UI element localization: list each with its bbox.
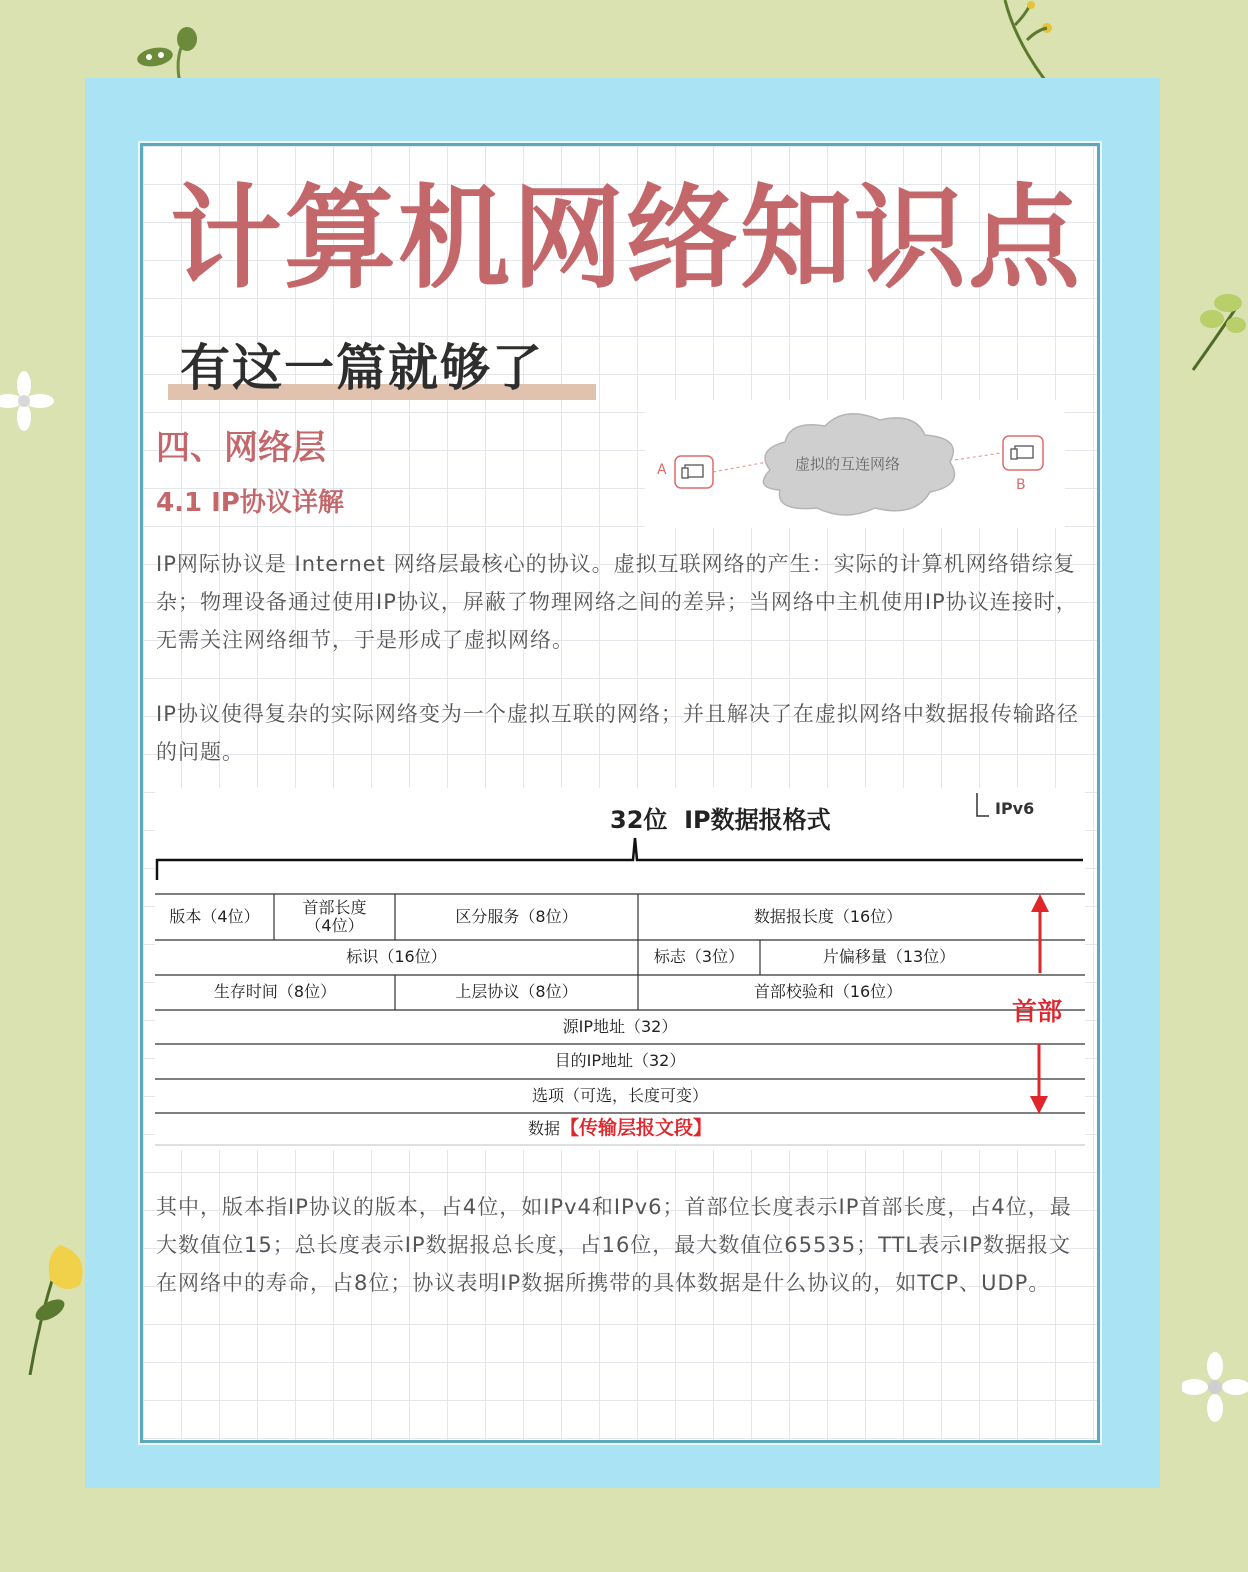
bellflower-decoration [20,1235,90,1375]
ip-figure-title: 32位 IP数据报格式 [610,806,831,834]
subsection-title: 4.1 IP协议详解 [156,488,344,518]
subtitle: 有这一篇就够了 [180,339,544,397]
subtitle-block [168,338,544,398]
ipv6-label: IPv6 [995,799,1035,818]
paragraph-ip-virtual: IP协议使得复杂的实际网络变为一个虚拟互联的网络；并且解决了在虚拟网络中数据报传输路径的问题。 [156,702,1079,764]
field-total-length: 数据报长度（16位） [753,906,903,926]
host-b-label: B [1016,477,1026,493]
field-header-length [274,894,395,940]
host-b-icon [1003,436,1043,470]
host-a-icon [675,456,713,488]
field-checksum: 首部校验和（16位） [753,982,903,1002]
paragraph-field-explanation: 其中，版本指IP协议的版本，占4位，如IPv4和IPv6；首部位长度表示IP首部长度，占4位，最大数值位15；总长度表示IP数据报总长度，占16位，最大数值位65535；TTL表示IP数据报文在网络中的寿命，占8位；协议表明IP数据所携带的具体数据是什么协议的，如TCP、UDP。 [156,1195,1072,1295]
field-header-length-line2: （4位） [305,916,364,935]
field-data [155,1113,1085,1145]
field-identification: 标识（16位） [346,947,447,967]
cloud-label: 虚拟的互连网络 [795,455,901,473]
field-source-ip: 源IP地址（32） [562,1016,678,1036]
ip-datagram-figure [155,788,1085,1150]
field-version: 版本（4位） [169,906,260,926]
host-a-label: A [657,462,667,478]
field-ttl: 生存时间（8位） [213,982,337,1002]
field-header-length-line1: 首部长度 [302,897,367,917]
field-protocol: 上层协议（8位） [455,982,578,1002]
field-fragment-offset: 片偏移量（13位） [822,947,956,967]
header-label: 首部 [1012,997,1063,1026]
virtual-network-diagram [645,400,1065,528]
field-options: 选项（可选，长度可变） [531,1085,708,1105]
section-title: 四、网络层 [156,428,326,468]
field-service: 区分服务（8位） [455,906,578,926]
field-dest-ip: 目的IP地址（32） [554,1051,686,1071]
field-data-prefix: 数据 [527,1118,560,1138]
branch-decoration [975,0,1065,80]
flower-decoration [0,365,60,445]
page-title: 计算机网络知识点 [170,174,1082,304]
network-diagram-svg [645,400,1065,528]
sprout-decoration [125,25,205,85]
leaf-flower-decoration [1188,285,1248,375]
field-flags: 标志（3位） [653,947,745,967]
paragraph-ip-intro: IP网际协议是 Internet 网络层最核心的协议。虚拟互联网络的产生：实际的计算机网络错综复杂；物理设备通过使用IP协议，屏蔽了物理网络之间的差异；当网络中主机使用IP协议连接时，无需关注网络细节，于是形成了虚拟网络。 [156,552,1078,652]
flower-decoration-right [1182,1352,1248,1422]
header-arrow-up [1031,894,1049,973]
field-data-highlight: 【传输层报文段】 [560,1117,713,1140]
